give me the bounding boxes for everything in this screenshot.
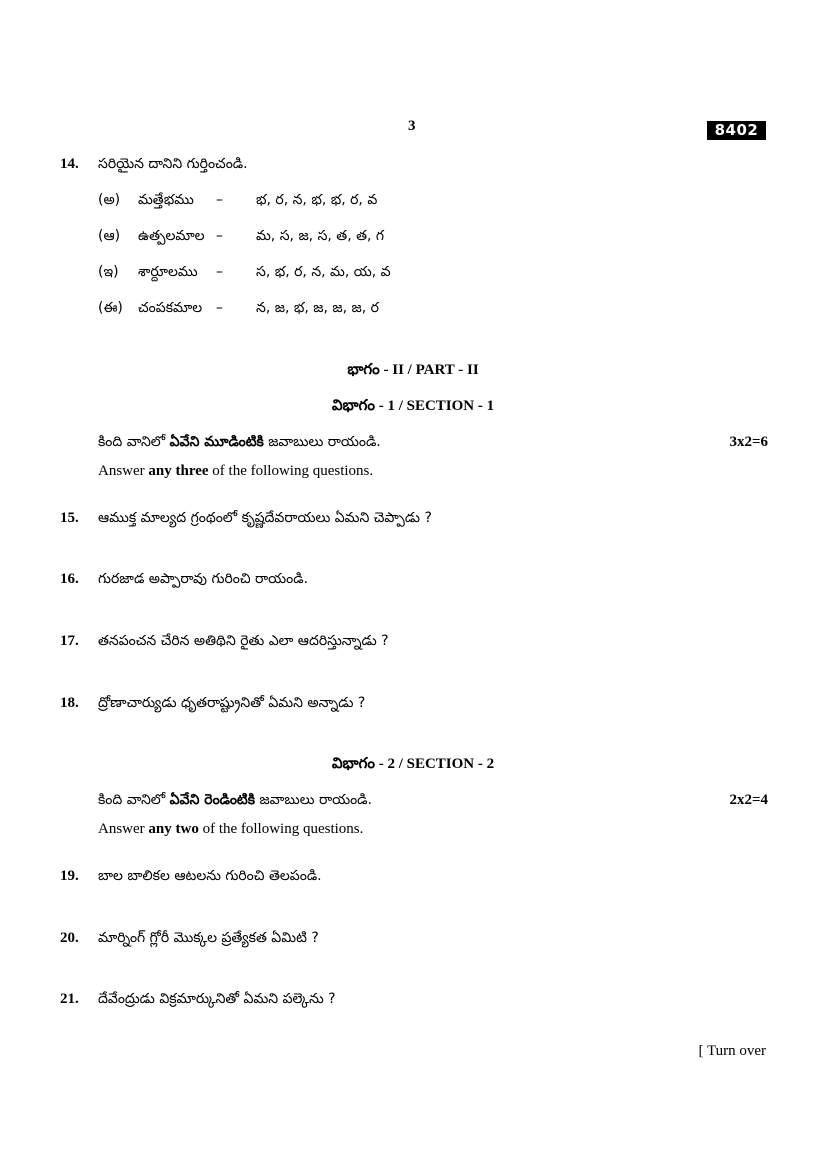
section-instruction-english [98,463,373,480]
paper-code-badge: 8402 [707,121,766,140]
question-text: మార్నింగ్ గ్లోరీ మొక్కల ప్రత్యేకత ఏమిటి ? [98,930,319,946]
option-ganas: స, భ, ర, న, మ, య, వ [256,264,391,280]
question-text: ద్రోణాచార్యుడు ధృతరాష్ట్రునితో ఏమని అన్నాడు ? [98,695,366,711]
instruction-text: Answer [98,463,149,479]
instruction-text: of the following questions. [208,463,374,479]
question-number: 17. [60,633,79,649]
section-instruction-english [98,821,363,838]
question-number: 18. [60,695,79,711]
question-text: బాల బాలికల ఆటలను గురించి తెలపండి. [98,868,322,884]
question-text: గురజాడ అప్పారావు గురించి రాయండి. [98,571,309,587]
instruction-emphasis: any two [148,821,199,837]
option-metre: శార్దూలము [138,264,198,280]
instruction-text: కింది వానిలో [98,792,170,808]
option-metre: ఉత్పలమాల [138,228,205,244]
part-heading: భాగం - II / PART - II [347,362,479,378]
option-metre: మత్తేభము [138,192,194,208]
question-text: దేవేంద్రుడు విక్రమార్కునితో ఏమని పల్కెను ? [98,991,336,1007]
instruction-emphasis: any three [148,463,209,479]
question-text: సరియైన దానిని గుర్తించండి. [98,156,248,172]
question-number: 19. [60,868,79,884]
instruction-text: జవాబులు రాయండి. [255,792,372,808]
option-ganas: న, జ, భ, జ, జ, జ, ర [256,300,379,316]
option-label: (ఇ) [98,264,119,280]
instruction-text: of the following questions. [198,821,364,837]
option-dash: – [216,264,223,280]
section-heading: విభాగం - 2 / SECTION - 2 [331,756,495,772]
section-instruction-telugu [98,434,381,453]
option-label: (ఆ) [98,228,121,244]
option-label: (అ) [98,192,121,208]
option-ganas: భ, ర, న, భ, భ, ర, వ [256,192,378,208]
page-number: 3 [408,118,416,134]
option-dash: – [216,228,223,244]
question-number: 16. [60,571,79,587]
instruction-text: కింది వానిలో [98,434,170,450]
instruction-text: జవాబులు రాయండి. [263,434,381,450]
question-number: 14. [60,156,79,172]
question-text: ఆముక్త మాల్యద గ్రంథంలో కృష్ణదేవరాయలు ఏమని చెప్పాడు ? [98,510,432,526]
option-dash: – [216,192,223,208]
question-text: తనపంచన చేరిన అతిథిని రైతు ఎలా ఆదరిస్తున్నాడు ? [98,633,389,649]
question-number: 20. [60,930,79,946]
option-dash: – [216,300,223,316]
section-marks: 2x2=4 [729,792,768,808]
section-marks: 3x2=6 [729,434,768,450]
option-metre: చంపకమాల [138,300,203,316]
question-number: 21. [60,991,79,1007]
instruction-text: Answer [98,821,149,837]
section-heading: విభాగం - 1 / SECTION - 1 [331,398,495,414]
turn-over-note: [ Turn over [698,1043,766,1059]
option-label: (ఈ) [98,300,123,316]
instruction-emphasis: ఏవేని మూడింటికి [169,434,264,450]
section-instruction-telugu [98,792,372,811]
instruction-emphasis: ఏవేని రెండింటికి [169,792,256,808]
option-ganas: మ, స, జ, స, త, త, గ [256,228,385,244]
question-number: 15. [60,510,79,526]
